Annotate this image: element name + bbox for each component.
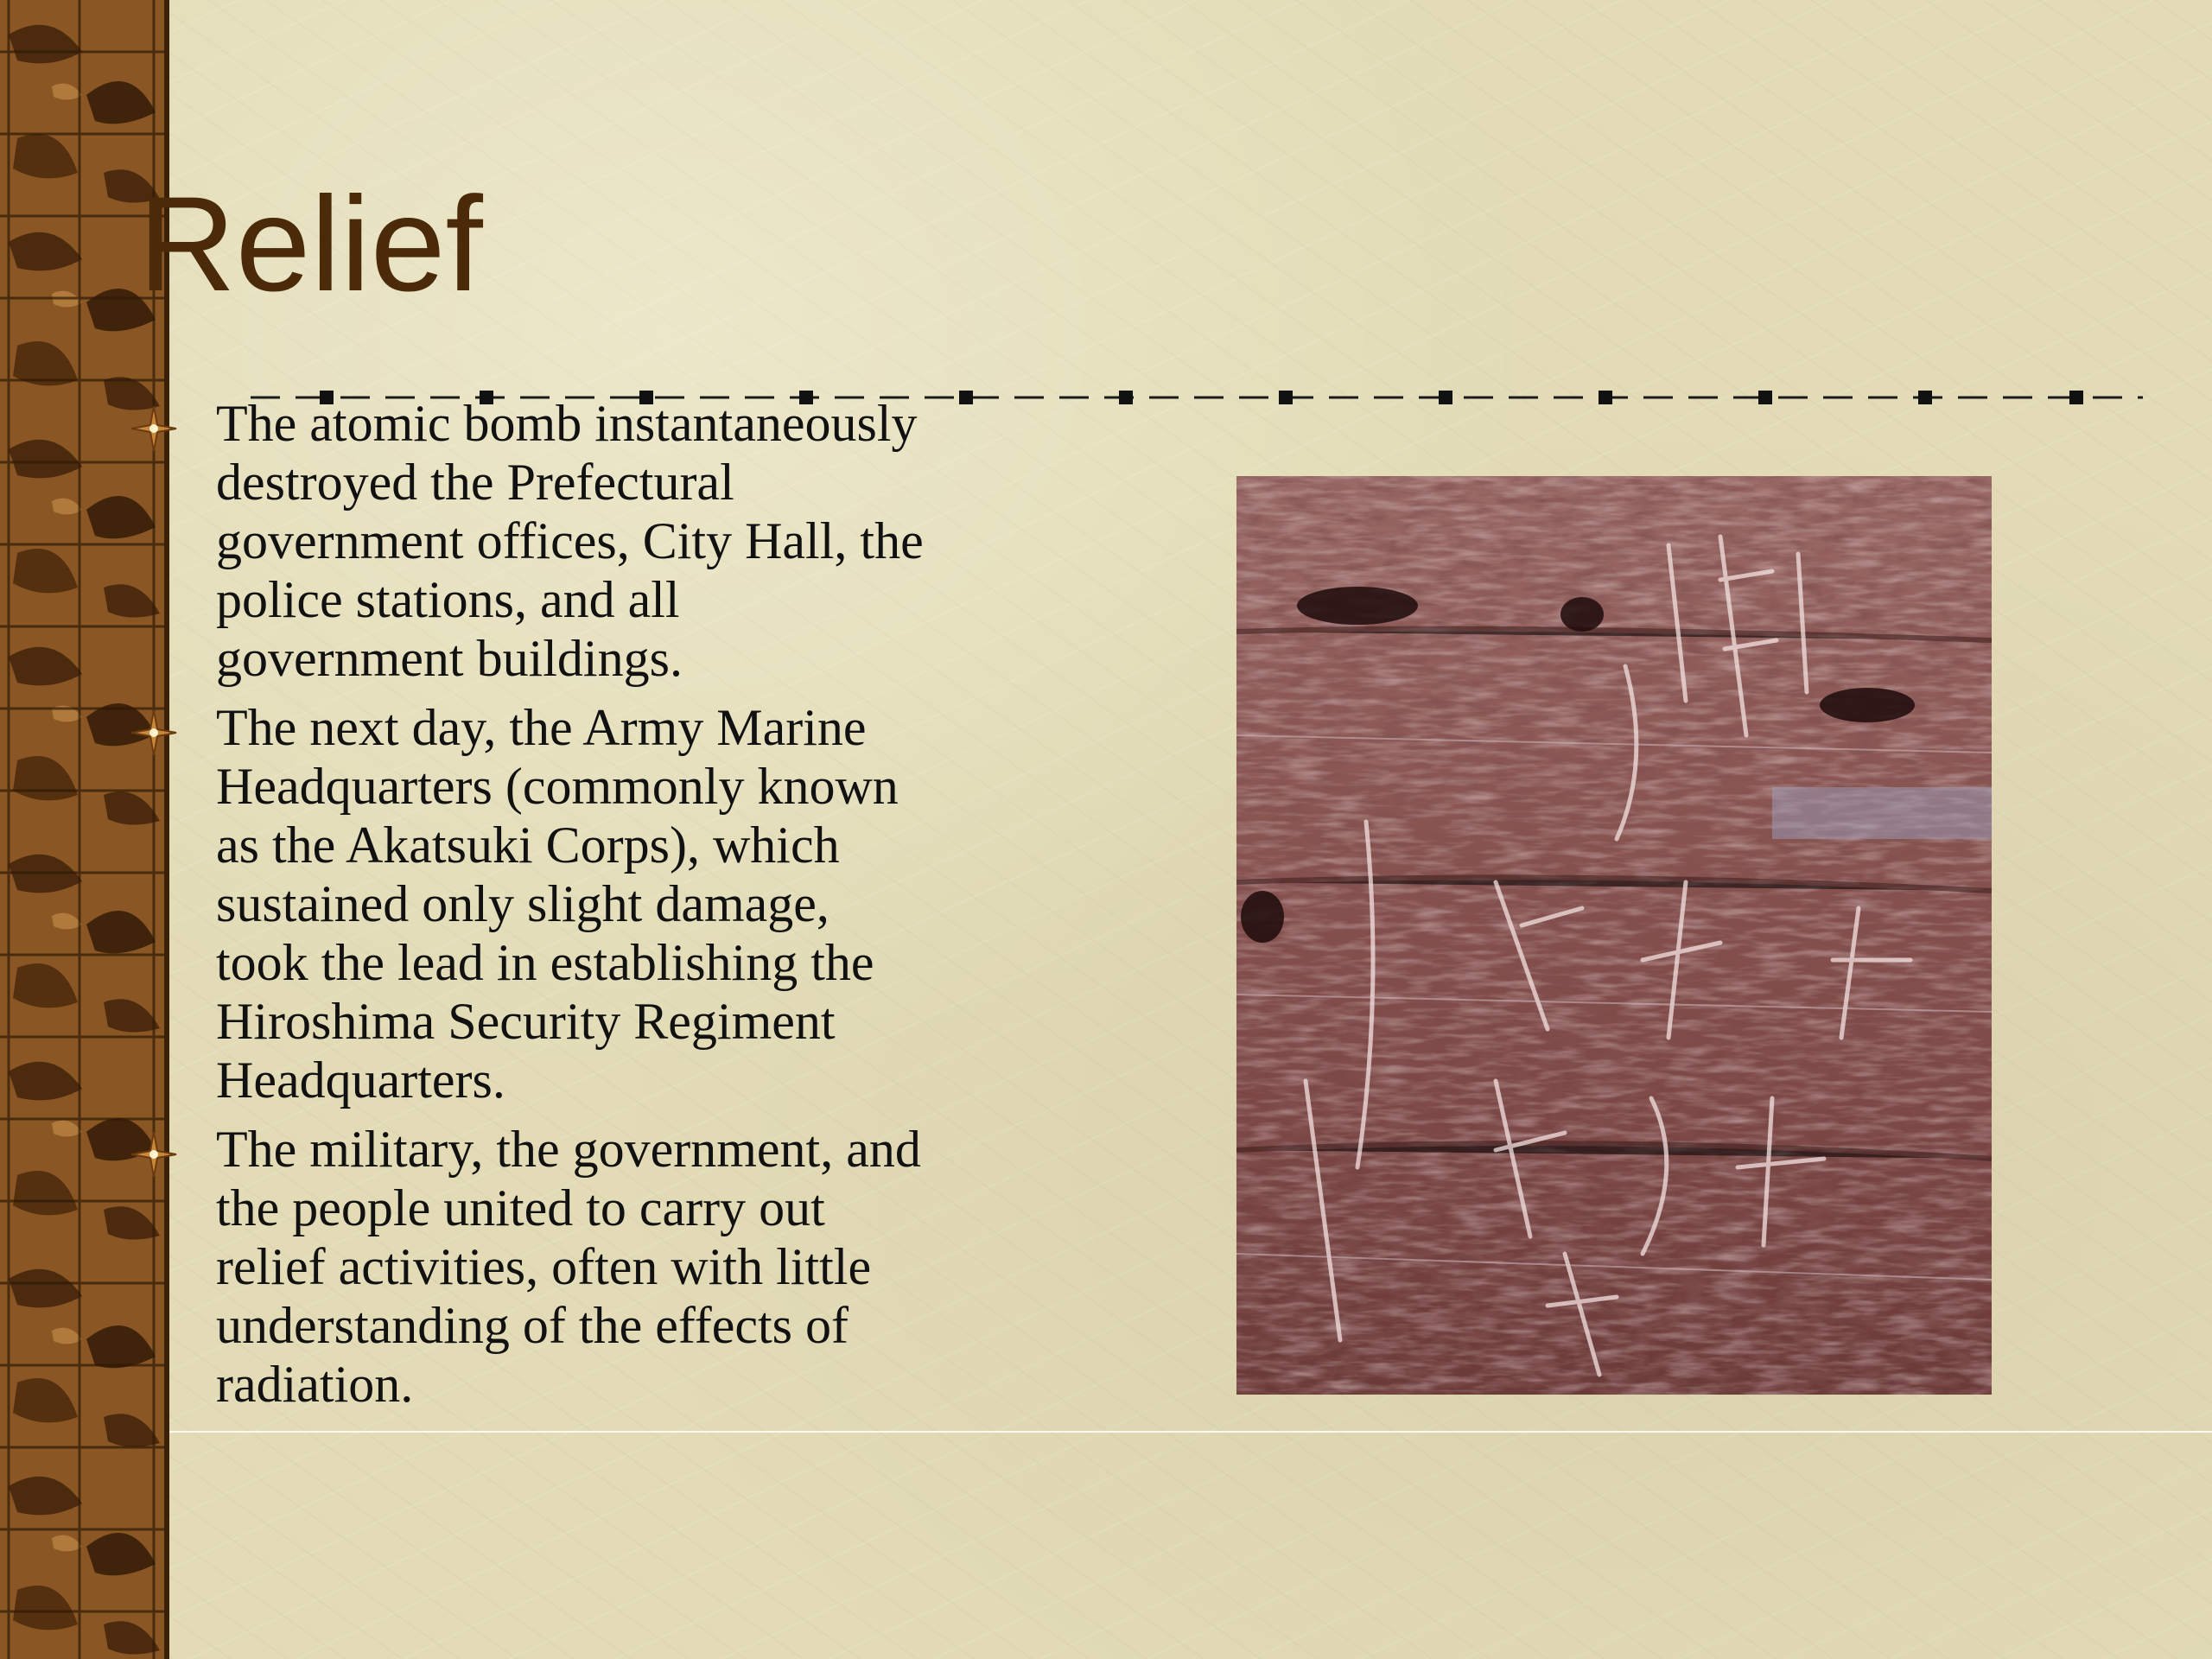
bullet-line: destroyed the Prefectural (216, 454, 734, 511)
charred-wall-photo (1236, 476, 1992, 1395)
bullet-item (130, 1120, 1097, 1414)
bullet-list (130, 394, 1097, 1424)
bullet-item (130, 394, 1097, 688)
bullet-line: The atomic bomb instantaneously (216, 395, 918, 452)
bullet-line: The next day, the Army Marine (216, 699, 867, 756)
bullet-line: Headquarters (commonly known (216, 758, 899, 815)
bullet-line: government offices, City Hall, the (216, 512, 924, 569)
bullet-line: sustained only slight damage, (216, 875, 830, 932)
bullet-line: Headquarters. (216, 1052, 505, 1109)
slide-title: Relief (138, 169, 483, 320)
bullet-line: Hiroshima Security Regiment (216, 993, 836, 1050)
bullet-item (130, 698, 1097, 1109)
footer-divider (169, 1431, 2212, 1433)
bullet-line: The military, the government, and (216, 1121, 921, 1178)
compass-star-icon (130, 709, 178, 757)
bullet-line: radiation. (216, 1356, 414, 1413)
bullet-line: relief activities, often with little (216, 1238, 872, 1295)
compass-star-icon (130, 1130, 178, 1179)
bullet-line: as the Akatsuki Corps), which (216, 817, 840, 874)
compass-star-icon (130, 404, 178, 453)
bullet-line: police stations, and all (216, 571, 680, 628)
bullet-line: understanding of the effects of (216, 1297, 849, 1354)
bullet-line: took the lead in establishing the (216, 934, 874, 991)
bullet-line: government buildings. (216, 630, 683, 687)
bullet-line: the people united to carry out (216, 1179, 825, 1236)
